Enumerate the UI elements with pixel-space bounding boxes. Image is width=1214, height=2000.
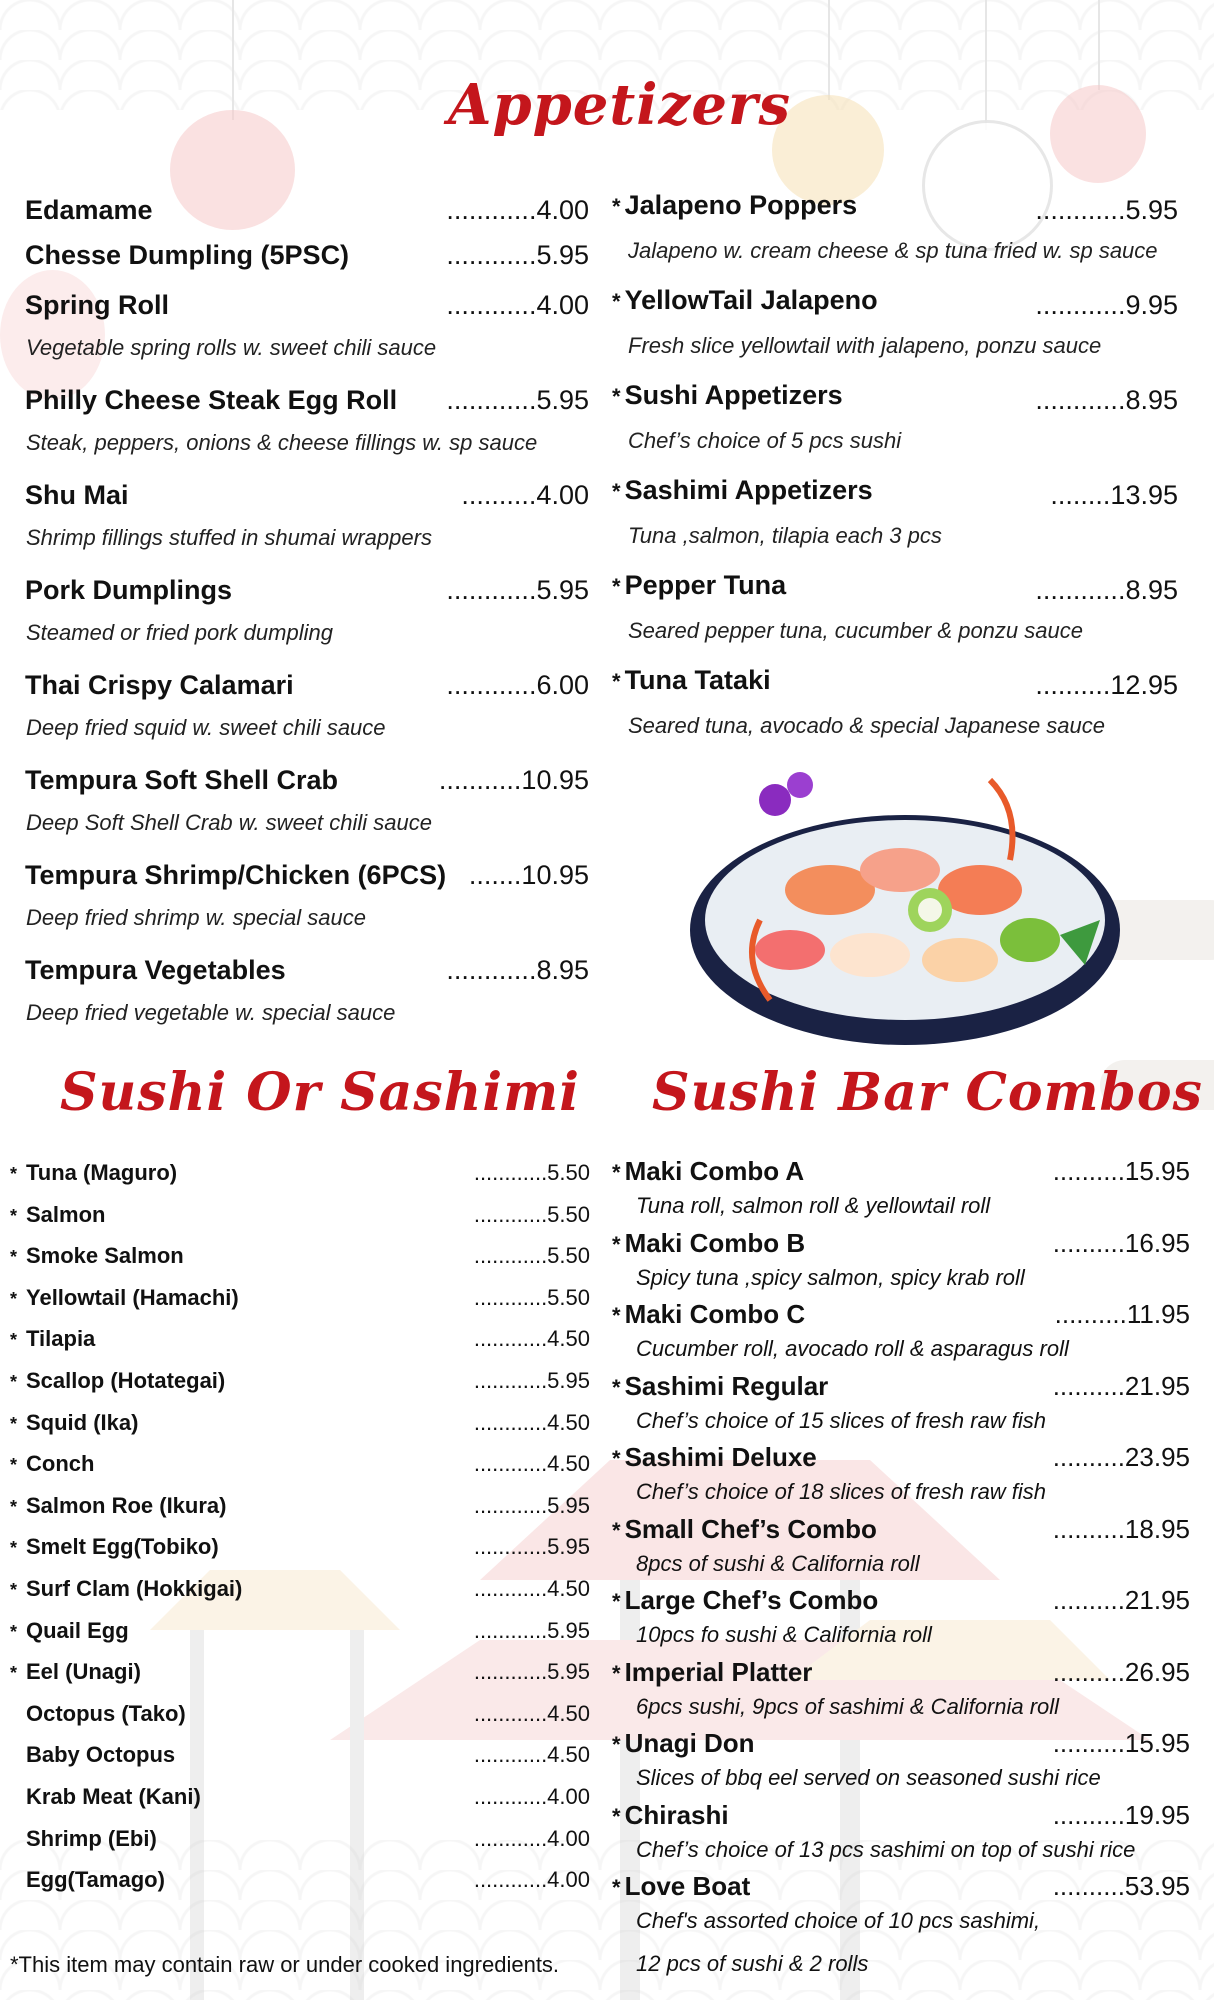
appetizer-description: Deep fried shrimp w. special sauce [26,905,366,930]
appetizer-price: .......10.95 [468,860,589,890]
appetizer-price: ..........12.95 [1035,670,1178,700]
sushi-item-name: Shrimp (Ebi) [26,1825,157,1851]
appetizer-price: ............8.95 [1035,575,1178,605]
sushi-item-price: ............5.95 [473,1659,590,1685]
sushi-item-name: Scallop (Hotategai) [26,1368,226,1393]
raw-item-star-icon: * [612,1303,621,1328]
combo-price: ..........19.95 [1052,1799,1190,1830]
combo-description: Chef’s choice of 13 pcs sashimi on top of sushi rice [636,1836,1136,1862]
appetizers-title: Appetizers [448,72,791,138]
appetizer-name: Tempura Shrimp/Chicken (6PCS) [25,860,447,890]
raw-item-star-icon: * [10,1496,18,1517]
lantern-string [1098,0,1100,90]
appetizer-name: Philly Cheese Steak Egg Roll [25,385,398,415]
raw-item-star-icon: * [612,1517,621,1543]
sushi-item-price: ............4.50 [473,1576,590,1601]
appetizer-description: Deep fried squid w. sweet chili sauce [26,715,386,740]
raw-item-star-icon: * [612,479,621,504]
combo-name-row [612,1299,805,1330]
combo-description: Chef's assorted choice of 10 pcs sashimi, [636,1908,1041,1933]
raw-item-star-icon: * [612,1374,621,1400]
appetizer-price: ............5.95 [446,240,589,270]
appetizer-name-row [612,475,873,506]
combo-description: Chef’s choice of 18 slices of fresh raw fish [636,1479,1047,1504]
combo-name-row [612,1871,750,1902]
combo-name: Large Chef’s Combo [624,1585,879,1615]
sushi-item-name: Eel (Unagi) [26,1659,141,1685]
white-lantern-icon [922,120,1053,251]
combo-name-row [612,1800,729,1831]
appetizer-description: Tuna ,salmon, tilapia each 3 pcs [628,523,942,548]
sushi-item-price: ............5.50 [473,1243,590,1269]
raw-item-star-icon: * [10,1205,18,1226]
appetizer-description: Steak, peppers, onions & cheese fillings w. sp sauce [26,430,538,455]
appetizer-price: ..........4.00 [461,480,589,510]
lantern-string [985,0,987,130]
appetizer-name: Thai Crispy Calamari [25,670,294,700]
combo-name-row [612,1657,812,1688]
appetizer-description: Deep Soft Shell Crab w. sweet chili sauce [26,810,432,835]
combo-name: Unagi Don [624,1728,755,1758]
raw-item-star-icon: * [612,1803,621,1829]
sushi-item-name: Yellowtail (Hamachi) [26,1284,239,1310]
raw-item-star-icon: * [10,1538,18,1559]
raw-item-star-icon: * [612,384,621,409]
appetizer-name-row [612,285,878,316]
appetizer-price: ........13.95 [1050,480,1178,510]
combo-name-row [612,1156,804,1187]
red-lantern-icon [170,110,295,230]
combo-name: Maki Combo A [624,1156,805,1186]
sushi-item-name: Smelt Egg(Tobiko) [26,1534,219,1560]
raw-item-star-icon: * [612,1589,621,1614]
sushi-item-name: Salmon [26,1201,106,1227]
sushi-item-name: Smoke Salmon [26,1243,184,1269]
raw-item-star-icon: * [612,289,621,314]
sushi-item-name-row [10,1659,141,1685]
raw-item-star-icon: * [612,1160,621,1185]
appetizer-price: ............9.95 [1035,290,1178,320]
combo-price: ..........15.95 [1052,1156,1190,1186]
sushi-item-price: ............4.50 [473,1742,590,1768]
sushi-item-price: ............4.00 [473,1867,590,1893]
appetizer-price: ............4.00 [446,195,589,225]
appetizer-name: Tempura Soft Shell Crab [25,765,339,795]
sushi-item-price: ............5.95 [473,1617,590,1643]
appetizer-name: Chesse Dumpling (5PSC) [25,240,350,270]
appetizer-price: ............8.95 [446,955,589,985]
appetizer-name-row [612,665,771,696]
raw-item-star-icon: * [10,1372,18,1392]
sushi-item-name-row [10,1285,239,1311]
combo-name: Chirashi [624,1799,729,1830]
combo-description: 8pcs of sushi & California roll [636,1550,920,1576]
sushi-item-price: ............5.95 [473,1492,590,1518]
combo-name-row [612,1371,828,1402]
sushi-item-name: Salmon Roe (Ikura) [26,1492,227,1518]
combo-price: ..........26.95 [1052,1656,1190,1687]
sushi-item-name: Egg(Tamago) [26,1867,165,1893]
appetizer-name: Shu Mai [25,480,129,510]
appetizer-price: ...........10.95 [438,765,589,795]
appetizer-price: ............5.95 [446,385,589,415]
combo-price: ..........18.95 [1052,1513,1190,1544]
appetizer-name-row [612,380,843,411]
combo-description: Chef’s choice of 15 slices of fresh raw fish [636,1407,1047,1433]
sushi-item-name: Tuna (Maguro) [26,1160,178,1185]
appetizer-name: Spring Roll [25,290,169,320]
raw-item-star-icon: * [10,1580,18,1600]
sushi-item-name-row [10,1618,129,1644]
combo-price: ..........15.95 [1052,1728,1190,1758]
combo-description: Tuna roll, salmon roll & yellowtail roll [636,1193,991,1218]
appetizer-name-row [612,190,857,221]
appetizer-description: Seared tuna, avocado & special Japanese sauce [628,713,1105,738]
appetizer-name-row [612,570,786,601]
sushi-sashimi-title: Sushi Or Sashimi [60,1062,580,1123]
combo-price: ..........21.95 [1052,1370,1190,1401]
raw-item-star-icon: * [10,1663,18,1684]
sushi-item-name-row [10,1826,157,1852]
combo-price: ..........16.95 [1052,1227,1190,1258]
sushi-item-price: ............5.95 [473,1368,590,1393]
raw-item-star-icon: * [612,194,621,219]
sushi-item-name: Surf Clam (Hokkigai) [26,1576,243,1601]
sushi-item-name-row [10,1202,105,1228]
raw-food-footnote: *This item may contain raw or under cooked ingredients. [10,1952,560,1977]
appetizer-description: Chef’s choice of 5 pcs sushi [628,428,902,453]
raw-item-star-icon: * [612,1732,621,1757]
appetizer-price: ............4.00 [446,290,589,320]
combo-name-row [612,1585,878,1616]
sushi-item-name-row [10,1451,94,1477]
appetizer-price: ............8.95 [1035,385,1178,415]
red-lantern-icon [1050,85,1146,183]
sushi-item-price: ............5.50 [473,1160,590,1185]
appetizer-description: Seared pepper tuna, cucumber & ponzu sauce [628,618,1083,643]
sushi-item-price: ............4.50 [473,1451,590,1477]
combo-name: Maki Combo B [624,1227,806,1258]
sushi-bar-combos-title: Sushi Bar Combos [652,1062,1203,1123]
sushi-item-name-row [10,1410,138,1436]
combo-description: 6pcs sushi, 9pcs of sashimi & California roll [636,1693,1060,1719]
combo-name: Sashimi Regular [624,1370,829,1401]
sushi-item-name-row [10,1243,184,1269]
appetizer-price: ............5.95 [446,575,589,605]
raw-item-star-icon: * [612,669,621,694]
sushi-item-name-row [10,1368,225,1394]
appetizer-description: Shrimp fillings stuffed in shumai wrappers [26,525,432,550]
combo-name-row [612,1228,805,1259]
raw-item-star-icon: * [612,1446,621,1471]
appetizer-name: YellowTail Jalapeno [624,285,878,315]
raw-item-star-icon: * [10,1247,18,1268]
appetizer-name: Sushi Appetizers [624,380,843,410]
combo-name-row [612,1442,817,1473]
combo-description: Cucumber roll, avocado roll & asparagus roll [636,1336,1069,1361]
sushi-item-name: Squid (Ika) [26,1409,139,1435]
appetizer-name: Edamame [25,195,153,225]
combo-price: ..........53.95 [1052,1871,1190,1901]
raw-item-star-icon: * [10,1413,18,1434]
sushi-item-name: Baby Octopus [26,1742,176,1768]
sushi-item-price: ............4.50 [473,1326,590,1352]
sashimi-platter-image [680,740,1130,1050]
appetizer-name: Pepper Tuna [624,570,787,600]
sushi-item-name-row [10,1493,226,1519]
raw-item-star-icon: * [612,1875,621,1900]
combo-description-line2: 12 pcs of sushi & 2 rolls [636,1951,869,1976]
sushi-item-name-row [10,1742,175,1768]
combo-price: ..........23.95 [1052,1442,1190,1472]
sushi-item-price: ............4.00 [473,1784,590,1809]
combo-name: Imperial Platter [624,1656,813,1687]
sushi-item-price: ............4.50 [473,1409,590,1435]
sushi-item-name: Krab Meat (Kani) [26,1784,201,1809]
sushi-item-name-row [10,1160,177,1186]
combo-name-row [612,1514,877,1545]
raw-item-star-icon: * [10,1330,18,1351]
appetizer-price: ............6.00 [446,670,589,700]
sushi-item-name: Octopus (Tako) [26,1700,186,1726]
appetizer-description: Steamed or fried pork dumpling [26,620,333,645]
sushi-item-name: Tilapia [26,1326,96,1352]
combo-name-row [612,1728,755,1759]
combo-description: Spicy tuna ,spicy salmon, spicy krab roll [636,1264,1025,1290]
lantern-string [232,0,234,120]
raw-item-star-icon: * [10,1621,18,1642]
combo-name: Small Chef’s Combo [624,1513,877,1544]
sushi-item-name-row [10,1784,201,1810]
sushi-item-price: ............4.50 [473,1700,590,1726]
combo-name: Maki Combo C [624,1299,806,1329]
sushi-item-name-row [10,1326,95,1352]
appetizer-description: Deep fried vegetable w. special sauce [26,1000,396,1025]
sushi-item-name-row [10,1576,242,1602]
combo-description: Slices of bbq eel served on seasoned sushi rice [636,1765,1101,1790]
sushi-item-price: ............5.50 [473,1201,590,1227]
appetizer-name: Tempura Vegetables [25,955,286,985]
raw-item-star-icon: * [10,1164,18,1184]
raw-item-star-icon: * [10,1455,18,1476]
appetizer-name: Pork Dumplings [25,575,233,605]
combo-description: 10pcs fo sushi & California roll [636,1622,932,1647]
appetizer-description: Jalapeno w. cream cheese & sp tuna fried w. sp sauce [628,238,1158,263]
sushi-item-name-row [10,1534,219,1560]
raw-item-star-icon: * [612,1660,621,1686]
sushi-item-price: ............4.00 [473,1825,590,1851]
appetizer-description: Vegetable spring rolls w. sweet chili sauce [26,335,437,360]
sushi-item-price: ............5.95 [473,1534,590,1560]
raw-item-star-icon: * [612,1231,621,1257]
sushi-item-price: ............5.50 [473,1284,590,1310]
raw-item-star-icon: * [612,574,621,599]
appetizer-name: Tuna Tataki [624,665,771,695]
sushi-item-name-row [10,1701,186,1727]
sushi-item-name: Conch [26,1451,95,1477]
combo-name: Sashimi Deluxe [624,1442,817,1472]
appetizer-description: Fresh slice yellowtail with jalapeno, ponzu sauce [628,333,1102,358]
appetizer-name: Sashimi Appetizers [624,475,873,505]
raw-item-star-icon: * [10,1288,18,1309]
sushi-item-name-row [10,1867,165,1893]
lantern-string [828,0,830,100]
combo-price: ..........11.95 [1054,1299,1190,1329]
combo-price: ..........21.95 [1052,1585,1190,1615]
sushi-item-name: Quail Egg [26,1617,129,1643]
appetizer-name: Jalapeno Poppers [624,190,858,220]
appetizer-price: ............5.95 [1035,195,1178,225]
combo-name: Love Boat [624,1871,751,1901]
